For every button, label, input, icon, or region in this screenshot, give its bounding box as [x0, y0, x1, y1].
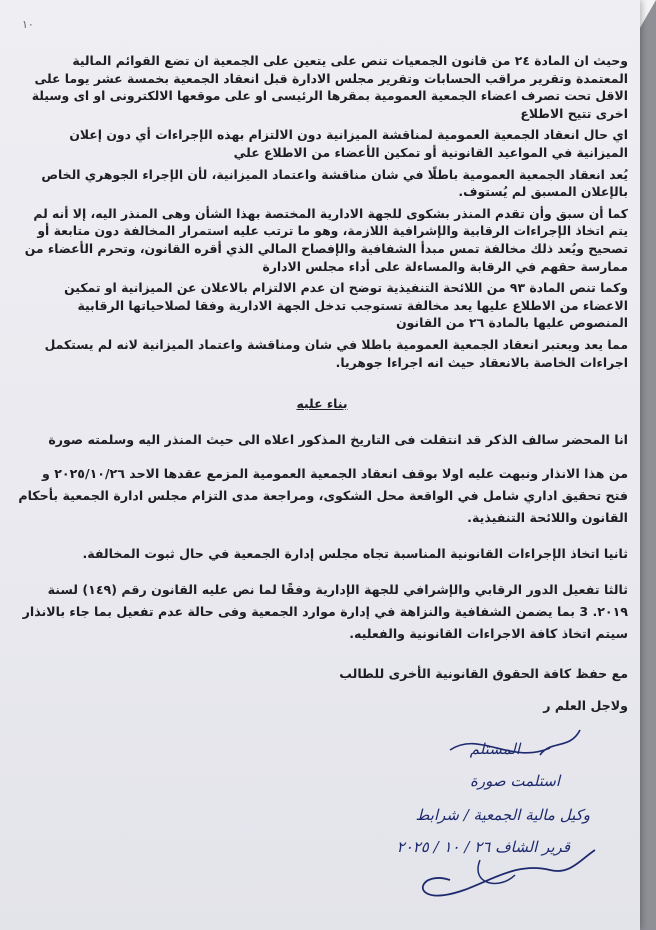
paragraph-article-93: وكما تنص المادة ٩٣ من اللائحة التنفيذية توضح ان عدم الالتزام بالاعلان عن الميزانية او تمكين الاعضاء من الاطلاع عليها يعد مخالفة تستوجب تدخل الجهة الادارية وفقا لصلاحياتها الرقابية المنصوص عليها بالمادة ٢٦ من القانون: [64, 280, 628, 331]
paragraph-bailiff-notice: انا المحضر سالف الذكر قد انتقلت فى التاريخ المذكور اعلاه الى حيث المنذر اليه وسلمته صورة: [48, 431, 628, 447]
paragraph-meeting-void: يُعد انعقاد الجمعية العمومية باطلًا في شان مناقشة واعتماد الميزانية، لأن الإجراء الجوهري الخاص بالإعلان المسبق لم يُستوف.: [41, 166, 628, 200]
paragraph-meeting-without-procedures: اي حال انعقاد الجمعية العمومية لمناقشة الميزانية دون الالتزام بهذه الإجراءات أي دون إعلان الميزانية في المواعيد القانونية أو تمكين الأعضاء من الاطلاع علي: [69, 127, 628, 160]
handwriting-agent-name: وكيل مالية الجمعية / شرابط: [415, 806, 590, 824]
document-body: [16, 52, 628, 721]
paragraph-third-demand: ثالثا تفعيل الدور الرقابي والإشرافي للجهة الإدارية وفقًا لما نص عليه القانون رقم (١٤٩) لسنة ٢٠١٩. 3 بما يضمن الشفافية والنزاهة في إدارة موارد الجمعية وفى حالة عدم تفعيل بما جاء بالانذار سيتم اتخاذ كافة الاجراءات القانونية والفعليه.: [22, 581, 628, 641]
handwriting-recipient: المستلم: [469, 740, 520, 758]
closing-rights-reserved: مع حفظ كافة الحقوق القانونية الأخرى للطالب: [339, 665, 628, 681]
paragraph-prior-complaint: كما أن سبق وأن تقدم المنذر بشكوى للجهة الادارية المختصة بهذا الشأن وهى المنذر اليه، إلا أنه لم يتم اتخاذ الإجراءات الرقابية والإشرافية اللازمة، وهو ما ترتب عليه استمرار المخالفة دون متابعة أو تصحيح ويُعد ذلك مخالفة تمس مبدأ الشفافية والإفصاح المالي الذي أقره القانون، وتحرم الأعضاء من ممارسة حقهم في الرقابة والمساءلة على أداء مجلس الادارة: [24, 205, 628, 274]
handwriting-date: قرير الشاف ٢٦ / ١٠ / ٢٠٢٥: [396, 838, 570, 856]
paragraph-second-demand: ثانيا اتخاذ الإجراءات القانونية المناسبة تجاه مجلس إدارة الجمعية في حال ثبوت المخالفة.: [82, 545, 628, 561]
paragraph-first-demand: من هذا الانذار ونبهت عليه اولا بوقف انعقاد الجمعية العمومية المزمع عقدها الاحد ٢٠٢٥/١٠/٢٦ و فتح تحقيق اداري شامل في الواقعة محل الشكوى، ومراجعة مدى التزام مجلس ادارة الجمعية بأحكام القانون واللائحة التنفيذية.: [18, 465, 628, 525]
closing-for-information: ولاجل العلم ﺭ: [543, 697, 628, 713]
paragraph-conclusion: مما يعد ويعتبر انعقاد الجمعية العمومية باطلا في شان ومناقشة واعتماد الميزانية لانه لم يستكمل اجراءات الخاصة بالانعقاد حيث انه اجراءا جوهريا.: [44, 336, 628, 370]
paragraph-article-24: وحيث ان المادة ٢٤ من قانون الجمعيات تنص على يتعين على الجمعية ان تضع القوائم المالية المعتمدة وتقرير مراقب الحسابات وتقرير مجلس الادارة قبل انعقاد الجمعية بخمسة عشر يوما على الاقل تحت تصرف اعضاء الجمعية العمومية بمقرها الرئيسى او على موقعها الالكترونى او اى وسيلة اخرى تتيح الاطلاع: [31, 53, 628, 121]
page-mark: ١٠: [22, 18, 34, 31]
handwriting-received-copy: استلمت صورة: [470, 772, 560, 790]
handwritten-receipt: [250, 710, 630, 910]
section-heading: بناء عليه: [296, 396, 348, 412]
